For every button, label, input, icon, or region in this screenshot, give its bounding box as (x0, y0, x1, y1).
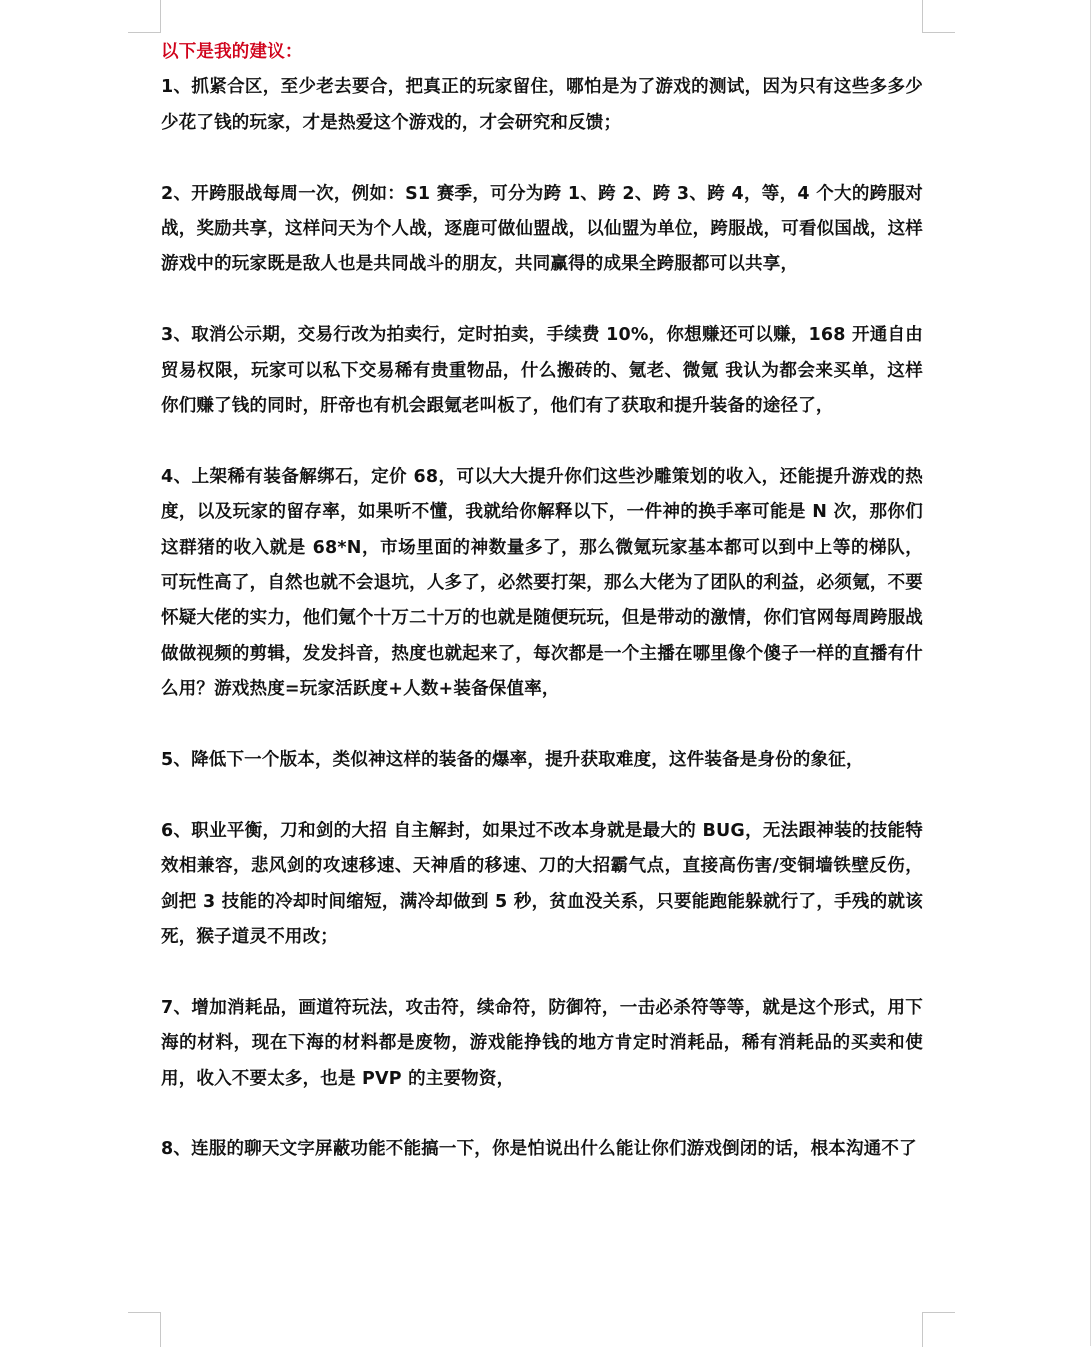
page-corner-mark-bottom-right (922, 1312, 955, 1347)
suggestion-paragraph-6: 6、职业平衡，刀和剑的大招 自主解封，如果过不改本身就是最大的 BUG，无法跟神装的技能特效相兼容，悲风剑的攻速移速、天神盾的移速、刀的大招霸气点，直接高伤害/变铜墙铁壁反伤，剑把 3 技能的冷却时间缩短，满冷却做到 5 秒，贫血没关系，只要能跑能躲就行了，手残的就该死，猴子道灵不用改； (161, 820, 923, 948)
suggestion-paragraph-2: 2、开跨服战每周一次，例如：S1 赛季，可分为跨 1、跨 2、跨 3、跨 4，等，4 个大的跨服对战，奖励共享，这样问天为个人战，逐鹿可做仙盟战，以仙盟为单位，跨服战，可看似国战，这样游戏中的玩家既是敌人也是共同战斗的朋友，共同赢得的成果全跨服都可以共享， (161, 183, 923, 275)
suggestion-paragraph-5: 5、降低下一个版本，类似神这样的装备的爆率，提升获取难度，这件装备是身份的象征， (161, 750, 864, 771)
suggestion-paragraph-7: 7、增加消耗品，画道符玩法，攻击符，续命符，防御符，一击必杀符等等，就是这个形式，用下海的材料，现在下海的材料都是废物，游戏能挣钱的地方肯定时消耗品，稀有消耗品的买卖和使用，收入不要太多，也是 PVP 的主要物资， (161, 997, 923, 1089)
page-corner-mark-top-right (922, 0, 955, 33)
suggestion-paragraph-8: 8、连服的聊天文字屏蔽功能不能搞一下，你是怕说出什么能让你们游戏倒闭的话，根本沟通不了 (161, 1139, 917, 1160)
suggestion-paragraph-3: 3、取消公示期，交易行改为拍卖行，定时拍卖，手续费 10%，你想赚还可以赚，168 开通自由贸易权限，玩家可以私下交易稀有贵重物品，什么搬砖的、氪老、微氪 我认为都会来买单，这样你们赚了钱的同时，肝帝也有机会跟氪老叫板了，他们有了获取和提升装备的途径了， (161, 325, 923, 417)
suggestion-paragraph-1: 1、抓紧合区，至少老去要合，把真正的玩家留住，哪怕是为了游戏的测试，因为只有这些多多少少花了钱的玩家，才是热爱这个游戏的，才会研究和反馈； (161, 77, 923, 133)
suggestion-paragraph-4: 4、上架稀有装备解绑石，定价 68，可以大大提升你们这些沙雕策划的收入，还能提升游戏的热度，以及玩家的留存率，如果听不懂，我就给你解释以下，一件神的换手率可能是 N 次，那你们这群猪的收入就是 68*N，市场里面的神数量多了，那么微氪玩家基本都可以到中上等的梯队，可玩性高了，自然也就不会退坑，人多了，必然要打架，那么大佬为了团队的利益，必须氪，不要怀疑大佬的实力，他们氪个十万二十万的也就是随便玩玩，但是带动的激情，你们官网每周跨服战做做视频的剪辑，发发抖音，热度也就起来了，每次都是一个主播在哪里像个傻子一样的直播有什么用？游戏热度=玩家活跃度+人数+装备保值率， (161, 466, 923, 700)
page-corner-mark-bottom-left (128, 1312, 161, 1347)
document-body (161, 35, 923, 1203)
page-corner-mark-top-left (128, 0, 161, 33)
document-heading: 以下是我的建议： (161, 42, 303, 62)
